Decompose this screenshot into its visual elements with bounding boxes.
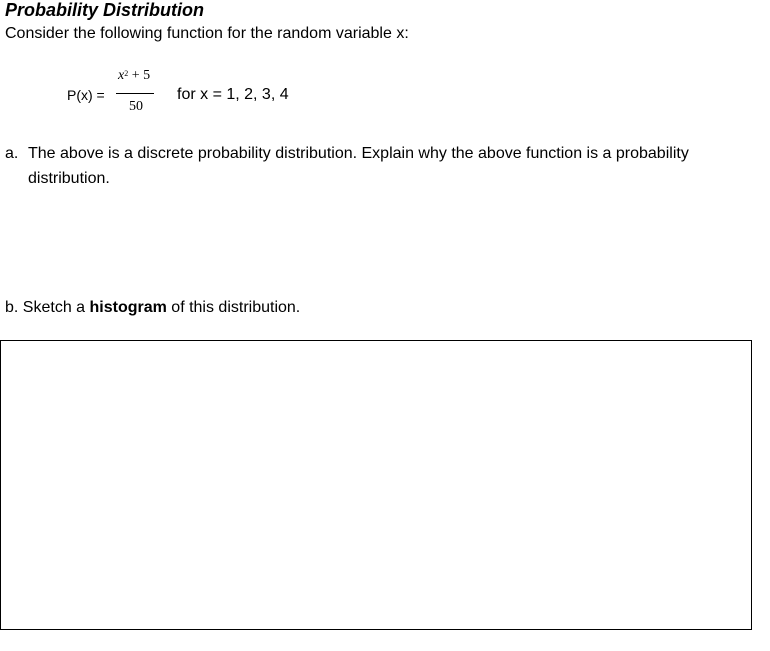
question-b-post: of this distribution. (166, 299, 301, 316)
question-a-marker: a. (5, 145, 19, 162)
formula-fraction (116, 68, 154, 120)
probability-formula (67, 68, 387, 120)
numerator-constant: + 5 (128, 68, 151, 83)
question-b-bold: histogram (89, 299, 167, 316)
histogram-answer-box[interactable] (0, 340, 752, 630)
numerator-exponent: 2 (124, 69, 129, 78)
question-a (5, 141, 705, 191)
question-b (5, 297, 300, 319)
formula-lhs: P(x) = (67, 87, 105, 103)
question-b-marker: b. (5, 299, 19, 316)
fraction-bar (116, 93, 154, 94)
numerator-variable: x (118, 68, 125, 83)
formula-domain: for x = 1, 2, 3, 4 (177, 86, 289, 103)
question-a-text: The above is a discrete probability distribution. Explain why the above function is a probability distribution. (28, 145, 689, 187)
formula-numerator (118, 68, 150, 84)
question-b-pre: Sketch a (22, 299, 90, 316)
intro-text: Consider the following function for the random variable x: (5, 25, 409, 42)
page-title: Probability Distribution (5, 0, 205, 20)
formula-denominator: 50 (129, 99, 143, 114)
